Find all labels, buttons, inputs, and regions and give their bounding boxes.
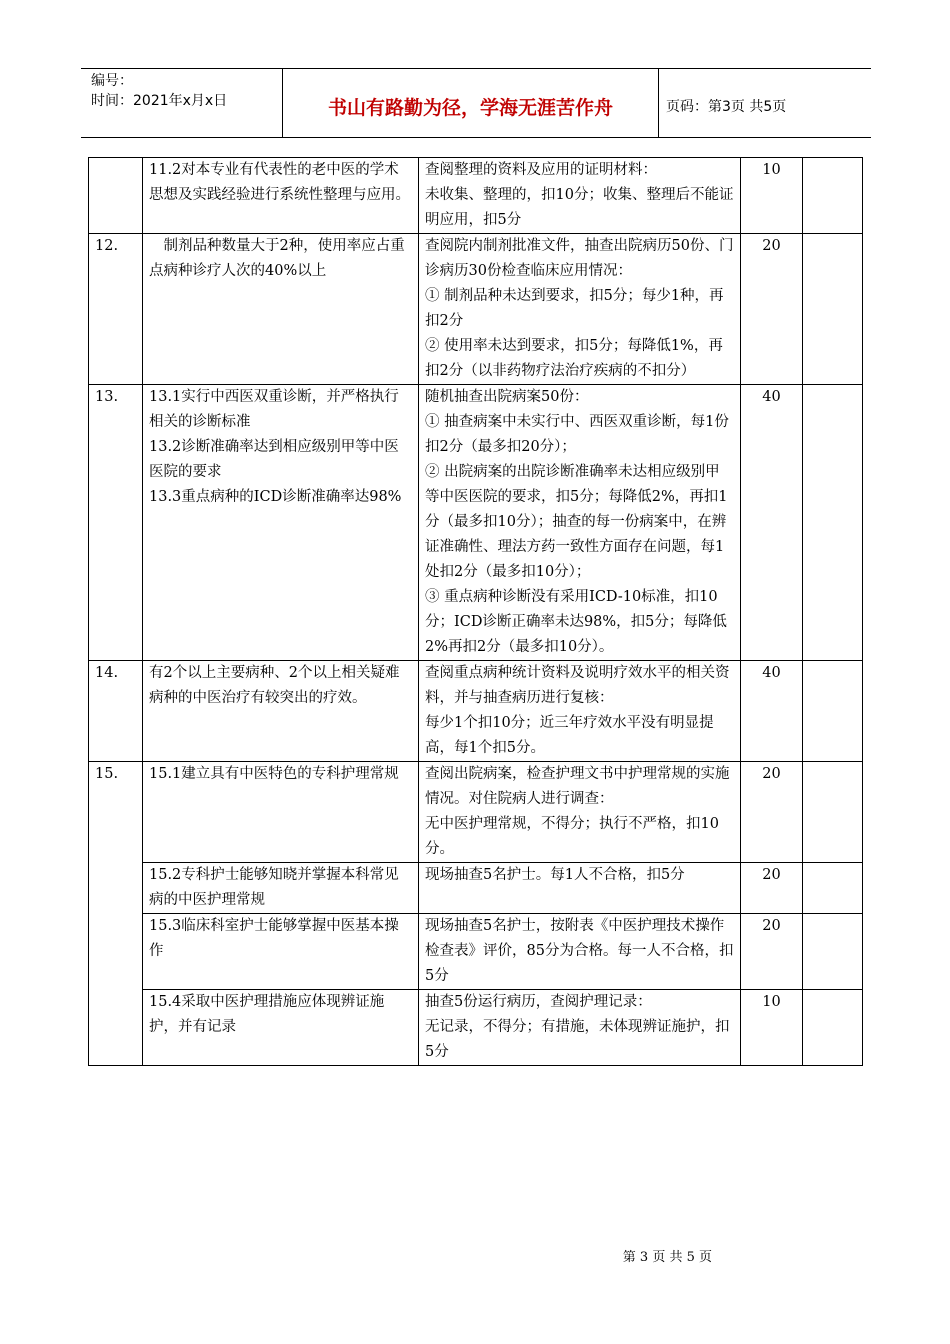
table-row — [89, 863, 863, 914]
method-line: 查阅重点病种统计资料及说明疗效水平的相关资料，并与抽查病历进行复核： — [425, 665, 730, 706]
result-cell — [803, 385, 863, 661]
method-line: 现场抽查5名护士，按附表《中医护理技术操作检查表》评价，85分为合格。每一人不合格，扣5分 — [425, 918, 734, 984]
method-line: 随机抽查出院病案50份： — [425, 389, 589, 405]
item-text: 15.3临床科室护士能够掌握中医基本操作 — [143, 914, 419, 990]
score: 20 — [741, 914, 803, 990]
header-meta — [81, 69, 281, 137]
item-text: 有2个以上主要病种、2个以上相关疑难病种的中医治疗有较突出的疗效。 — [143, 661, 419, 762]
score: 40 — [741, 661, 803, 762]
item-text: 11.2对本专业有代表性的老中医的学术思想及实践经验进行系统性整理与应用。 — [143, 158, 419, 234]
method-line: 现场抽查5名护士。每1人不合格，扣5分 — [425, 867, 685, 883]
method-line: 每少1个扣10分；近三年疗效水平没有明显提高，每1个扣5分。 — [425, 715, 714, 756]
page-header — [81, 68, 871, 138]
row-number — [89, 158, 143, 234]
score: 10 — [741, 158, 803, 234]
method-line: ② 使用率未达到要求，扣5分；每降低1%，再扣2分（以非药物疗法治疗疾病的不扣分） — [425, 338, 723, 379]
item-text: 15.2专科护士能够知晓并掌握本科常见病的中医护理常规 — [143, 863, 419, 914]
method-line: 查阅院内制剂批准文件，抽查出院病历50份、门诊病历30份检查临床应用情况： — [425, 238, 734, 279]
method-line: ③ 重点病种诊断没有采用ICD-10标准，扣10分；ICD诊断正确率未达98%，扣5分；每降低2%再扣2分（最多扣10分）。 — [425, 589, 727, 655]
method-line: ① 制剂品种未达到要求，扣5分；每少1种，再扣2分 — [425, 288, 724, 329]
score: 20 — [741, 234, 803, 385]
item-text: 制剂品种数量大于2种，使用率应占重点病种诊疗人次的40%以上 — [143, 234, 419, 385]
header-page-label: 页码：第3页 共5页 — [666, 99, 787, 115]
method-line: 查阅出院病案，检查护理文书中护理常规的实施情况。对住院病人进行调查： — [425, 766, 730, 807]
header-motto-cell — [282, 69, 659, 137]
method-text — [419, 234, 741, 385]
result-cell — [803, 990, 863, 1066]
method-line: ② 出院病案的出院诊断准确率未达相应级别甲等中医医院的要求，扣5分；每降低2%，再扣1分（最多扣10分）；抽查的每一份病案中，在辨证准确性、理法方药一致性方面存在问题，每1处扣2分（最多扣10分）； — [425, 464, 728, 580]
score: 20 — [741, 863, 803, 914]
result-cell — [803, 863, 863, 914]
score: 10 — [741, 990, 803, 1066]
method-line: 抽查5份运行病历，查阅护理记录： — [425, 994, 652, 1010]
result-cell — [803, 234, 863, 385]
table-row — [89, 385, 863, 661]
method-text — [419, 990, 741, 1066]
method-line: 未收集、整理的，扣10分；收集、整理后不能证明应用，扣5分 — [425, 187, 734, 228]
page-footer — [0, 1246, 950, 1265]
header-page-cell — [658, 69, 871, 137]
result-cell — [803, 914, 863, 990]
method-line: 查阅整理的资料及应用的证明材料： — [425, 162, 657, 178]
table-row — [89, 158, 863, 234]
evaluation-table — [88, 157, 863, 1066]
method-text — [419, 385, 741, 661]
method-text — [419, 661, 741, 762]
item-text: 15.1建立具有中医特色的专科护理常规 — [143, 762, 419, 863]
row-number: 14. — [89, 661, 143, 762]
item-line: 13.1实行中西医双重诊断，并严格执行相关的诊断标准 — [149, 389, 399, 430]
row-number: 13. — [89, 385, 143, 661]
item-line: 13.2诊断准确率达到相应级别甲等中医医院的要求 — [149, 439, 399, 480]
date-label: 时间：2021年x月x日 — [91, 93, 228, 109]
row-number: 12. — [89, 234, 143, 385]
serial-label: 编号： — [91, 73, 133, 89]
table-row — [89, 234, 863, 385]
header-motto: 书山有路勤为径，学海无涯苦作舟 — [327, 96, 613, 119]
method-text — [419, 762, 741, 863]
table-row — [89, 661, 863, 762]
footer-page-number: 第 3 页 共 5 页 — [622, 1250, 712, 1265]
item-text: 15.4采取中医护理措施应体现辨证施护，并有记录 — [143, 990, 419, 1066]
result-cell — [803, 661, 863, 762]
method-text — [419, 863, 741, 914]
row-number: 15. — [89, 762, 143, 1066]
method-line: 无中医护理常规，不得分；执行不严格，扣10分。 — [425, 816, 719, 857]
item-line: 13.3重点病种的ICD诊断准确率达98% — [149, 489, 402, 505]
table-row — [89, 990, 863, 1066]
method-line: ① 抽查病案中未实行中、西医双重诊断，每1份扣2分（最多扣20分）； — [425, 414, 729, 455]
result-cell — [803, 762, 863, 863]
method-text — [419, 914, 741, 990]
score: 20 — [741, 762, 803, 863]
result-cell — [803, 158, 863, 234]
table-row — [89, 914, 863, 990]
table-row — [89, 762, 863, 863]
method-line: 无记录，不得分；有措施，未体现辨证施护，扣5分 — [425, 1019, 730, 1060]
score: 40 — [741, 385, 803, 661]
method-text — [419, 158, 741, 234]
item-text — [143, 385, 419, 661]
